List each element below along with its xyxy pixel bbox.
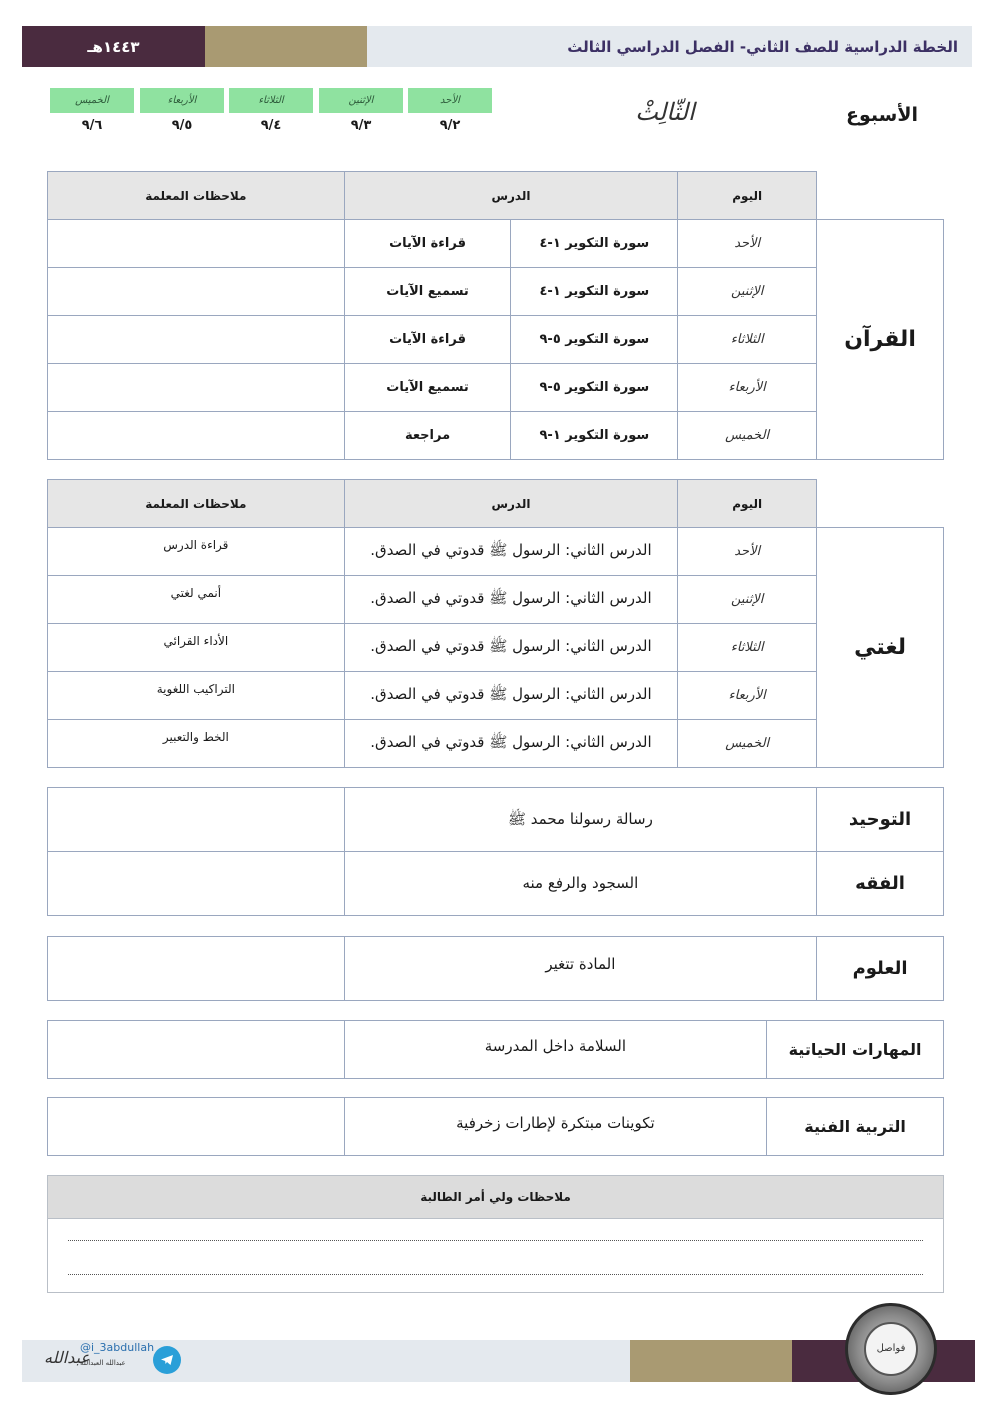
quran-table bbox=[47, 171, 944, 460]
quran-head-day: اليوم bbox=[678, 172, 817, 220]
art-subject: التربية الفنية bbox=[767, 1098, 944, 1156]
page-title: الخطة الدراسية للصف الثاني- الفصل الدراسي الثالث bbox=[367, 26, 972, 67]
day-header-tue: الثلاثاء bbox=[229, 88, 313, 113]
quran-activity: مراجعة bbox=[344, 412, 511, 460]
science-note-cell[interactable] bbox=[48, 937, 345, 1001]
quran-head-lesson: الدرس bbox=[344, 172, 678, 220]
lughati-day: الأربعاء bbox=[678, 672, 817, 720]
quran-sura: سورة التكوير ٥-٩ bbox=[511, 316, 678, 364]
lughati-head-notes: ملاحظات المعلمة bbox=[48, 480, 345, 528]
year-label: ١٤٤٣هـ bbox=[22, 26, 205, 67]
lughati-day: الخميس bbox=[678, 720, 817, 768]
parent-notes-line[interactable] bbox=[68, 1274, 923, 1275]
quran-day: الأحد bbox=[678, 220, 817, 268]
day-date-wed: ٩/٥ bbox=[171, 118, 193, 133]
lughati-note: أنمي لغتي bbox=[48, 576, 345, 624]
lughati-lesson: الدرس الثاني: الرسول ﷺ قدوتي في الصدق. bbox=[344, 672, 678, 720]
lughati-note: قراءة الدرس bbox=[48, 528, 345, 576]
quran-note-cell[interactable] bbox=[48, 412, 345, 460]
footer-tan-band bbox=[630, 1340, 792, 1382]
quran-activity: قراءة الآيات bbox=[344, 220, 511, 268]
telegram-handle[interactable]: @i_3abdullah bbox=[80, 1341, 155, 1354]
signature: عبدالله bbox=[44, 1348, 90, 1367]
quran-note-cell[interactable] bbox=[48, 220, 345, 268]
day-header-wed: الأربعاء bbox=[140, 88, 224, 113]
day-date-tue: ٩/٤ bbox=[260, 118, 282, 133]
fiqh-subject: الفقه bbox=[817, 852, 944, 916]
day-date-sun: ٩/٢ bbox=[439, 118, 461, 133]
lughati-head-lesson: الدرس bbox=[344, 480, 678, 528]
quran-day: الثلاثاء bbox=[678, 316, 817, 364]
quran-activity: تسميع الآيات bbox=[344, 364, 511, 412]
fiqh-lesson: السجود والرفع منه bbox=[344, 852, 816, 916]
page-header bbox=[22, 26, 972, 67]
parent-notes-line[interactable] bbox=[68, 1240, 923, 1241]
lughati-corner bbox=[817, 480, 944, 528]
lughati-note: الأداء القرائي bbox=[48, 624, 345, 672]
quran-subject: القرآن bbox=[817, 220, 944, 460]
channel-seal-icon bbox=[845, 1303, 937, 1395]
quran-sura: سورة التكوير ١-٤ bbox=[511, 268, 678, 316]
fiqh-note-cell[interactable] bbox=[48, 852, 345, 916]
lughati-table bbox=[47, 479, 944, 768]
art-note-cell[interactable] bbox=[48, 1098, 345, 1156]
lughati-note: التراكيب اللغوية bbox=[48, 672, 345, 720]
tawheed-fiqh-table bbox=[47, 787, 944, 916]
quran-day: الأربعاء bbox=[678, 364, 817, 412]
science-table bbox=[47, 936, 944, 1001]
science-lesson: المادة تتغير bbox=[344, 937, 816, 1001]
quran-sura: سورة التكوير ١-٤ bbox=[511, 220, 678, 268]
lughati-day: الإثنين bbox=[678, 576, 817, 624]
tawheed-lesson: رسالة رسولنا محمد ﷺ bbox=[344, 788, 816, 852]
day-header-thu: الخميس bbox=[50, 88, 134, 113]
week-name: الثّالِثْ bbox=[635, 98, 695, 126]
quran-activity: قراءة الآيات bbox=[344, 316, 511, 364]
quran-corner bbox=[817, 172, 944, 220]
quran-day: الإثنين bbox=[678, 268, 817, 316]
life-skills-subject: المهارات الحياتية bbox=[767, 1021, 944, 1079]
lughati-subject: لغتي bbox=[817, 528, 944, 768]
tawheed-subject: التوحيد bbox=[817, 788, 944, 852]
telegram-icon[interactable] bbox=[153, 1346, 181, 1374]
life-skills-lesson: السلامة داخل المدرسة bbox=[344, 1021, 767, 1079]
quran-note-cell[interactable] bbox=[48, 268, 345, 316]
parent-notes-title: ملاحظات ولي أمر الطالبة bbox=[48, 1176, 943, 1219]
art-table bbox=[47, 1097, 944, 1156]
day-header-mon: الإثنين bbox=[319, 88, 403, 113]
lughati-day: الثلاثاء bbox=[678, 624, 817, 672]
science-subject: العلوم bbox=[817, 937, 944, 1001]
header-accent bbox=[205, 26, 367, 67]
art-lesson: تكوينات مبتكرة لإطارات زخرفية bbox=[344, 1098, 767, 1156]
quran-note-cell[interactable] bbox=[48, 316, 345, 364]
lughati-head-day: اليوم bbox=[678, 480, 817, 528]
lughati-lesson: الدرس الثاني: الرسول ﷺ قدوتي في الصدق. bbox=[344, 720, 678, 768]
parent-notes-box bbox=[47, 1175, 944, 1293]
lughati-note: الخط والتعبير bbox=[48, 720, 345, 768]
quran-sura: سورة التكوير ٥-٩ bbox=[511, 364, 678, 412]
seal-text: فواصل bbox=[864, 1322, 918, 1376]
life-skills-note-cell[interactable] bbox=[48, 1021, 345, 1079]
day-date-thu: ٩/٦ bbox=[81, 118, 103, 133]
lughati-lesson: الدرس الثاني: الرسول ﷺ قدوتي في الصدق. bbox=[344, 576, 678, 624]
tawheed-note-cell[interactable] bbox=[48, 788, 345, 852]
life-skills-table bbox=[47, 1020, 944, 1079]
quran-sura: سورة التكوير ١-٩ bbox=[511, 412, 678, 460]
quran-head-notes: ملاحظات المعلمة bbox=[48, 172, 345, 220]
day-header-sun: الأحد bbox=[408, 88, 492, 113]
quran-activity: تسميع الآيات bbox=[344, 268, 511, 316]
quran-note-cell[interactable] bbox=[48, 364, 345, 412]
lughati-lesson: الدرس الثاني: الرسول ﷺ قدوتي في الصدق. bbox=[344, 624, 678, 672]
day-date-mon: ٩/٣ bbox=[350, 118, 372, 133]
quran-day: الخميس bbox=[678, 412, 817, 460]
lughati-day: الأحد bbox=[678, 528, 817, 576]
lughati-lesson: الدرس الثاني: الرسول ﷺ قدوتي في الصدق. bbox=[344, 528, 678, 576]
signature-subtext: عبدالله العبدالله bbox=[80, 1359, 126, 1367]
week-label: الأسبوع bbox=[846, 104, 918, 126]
